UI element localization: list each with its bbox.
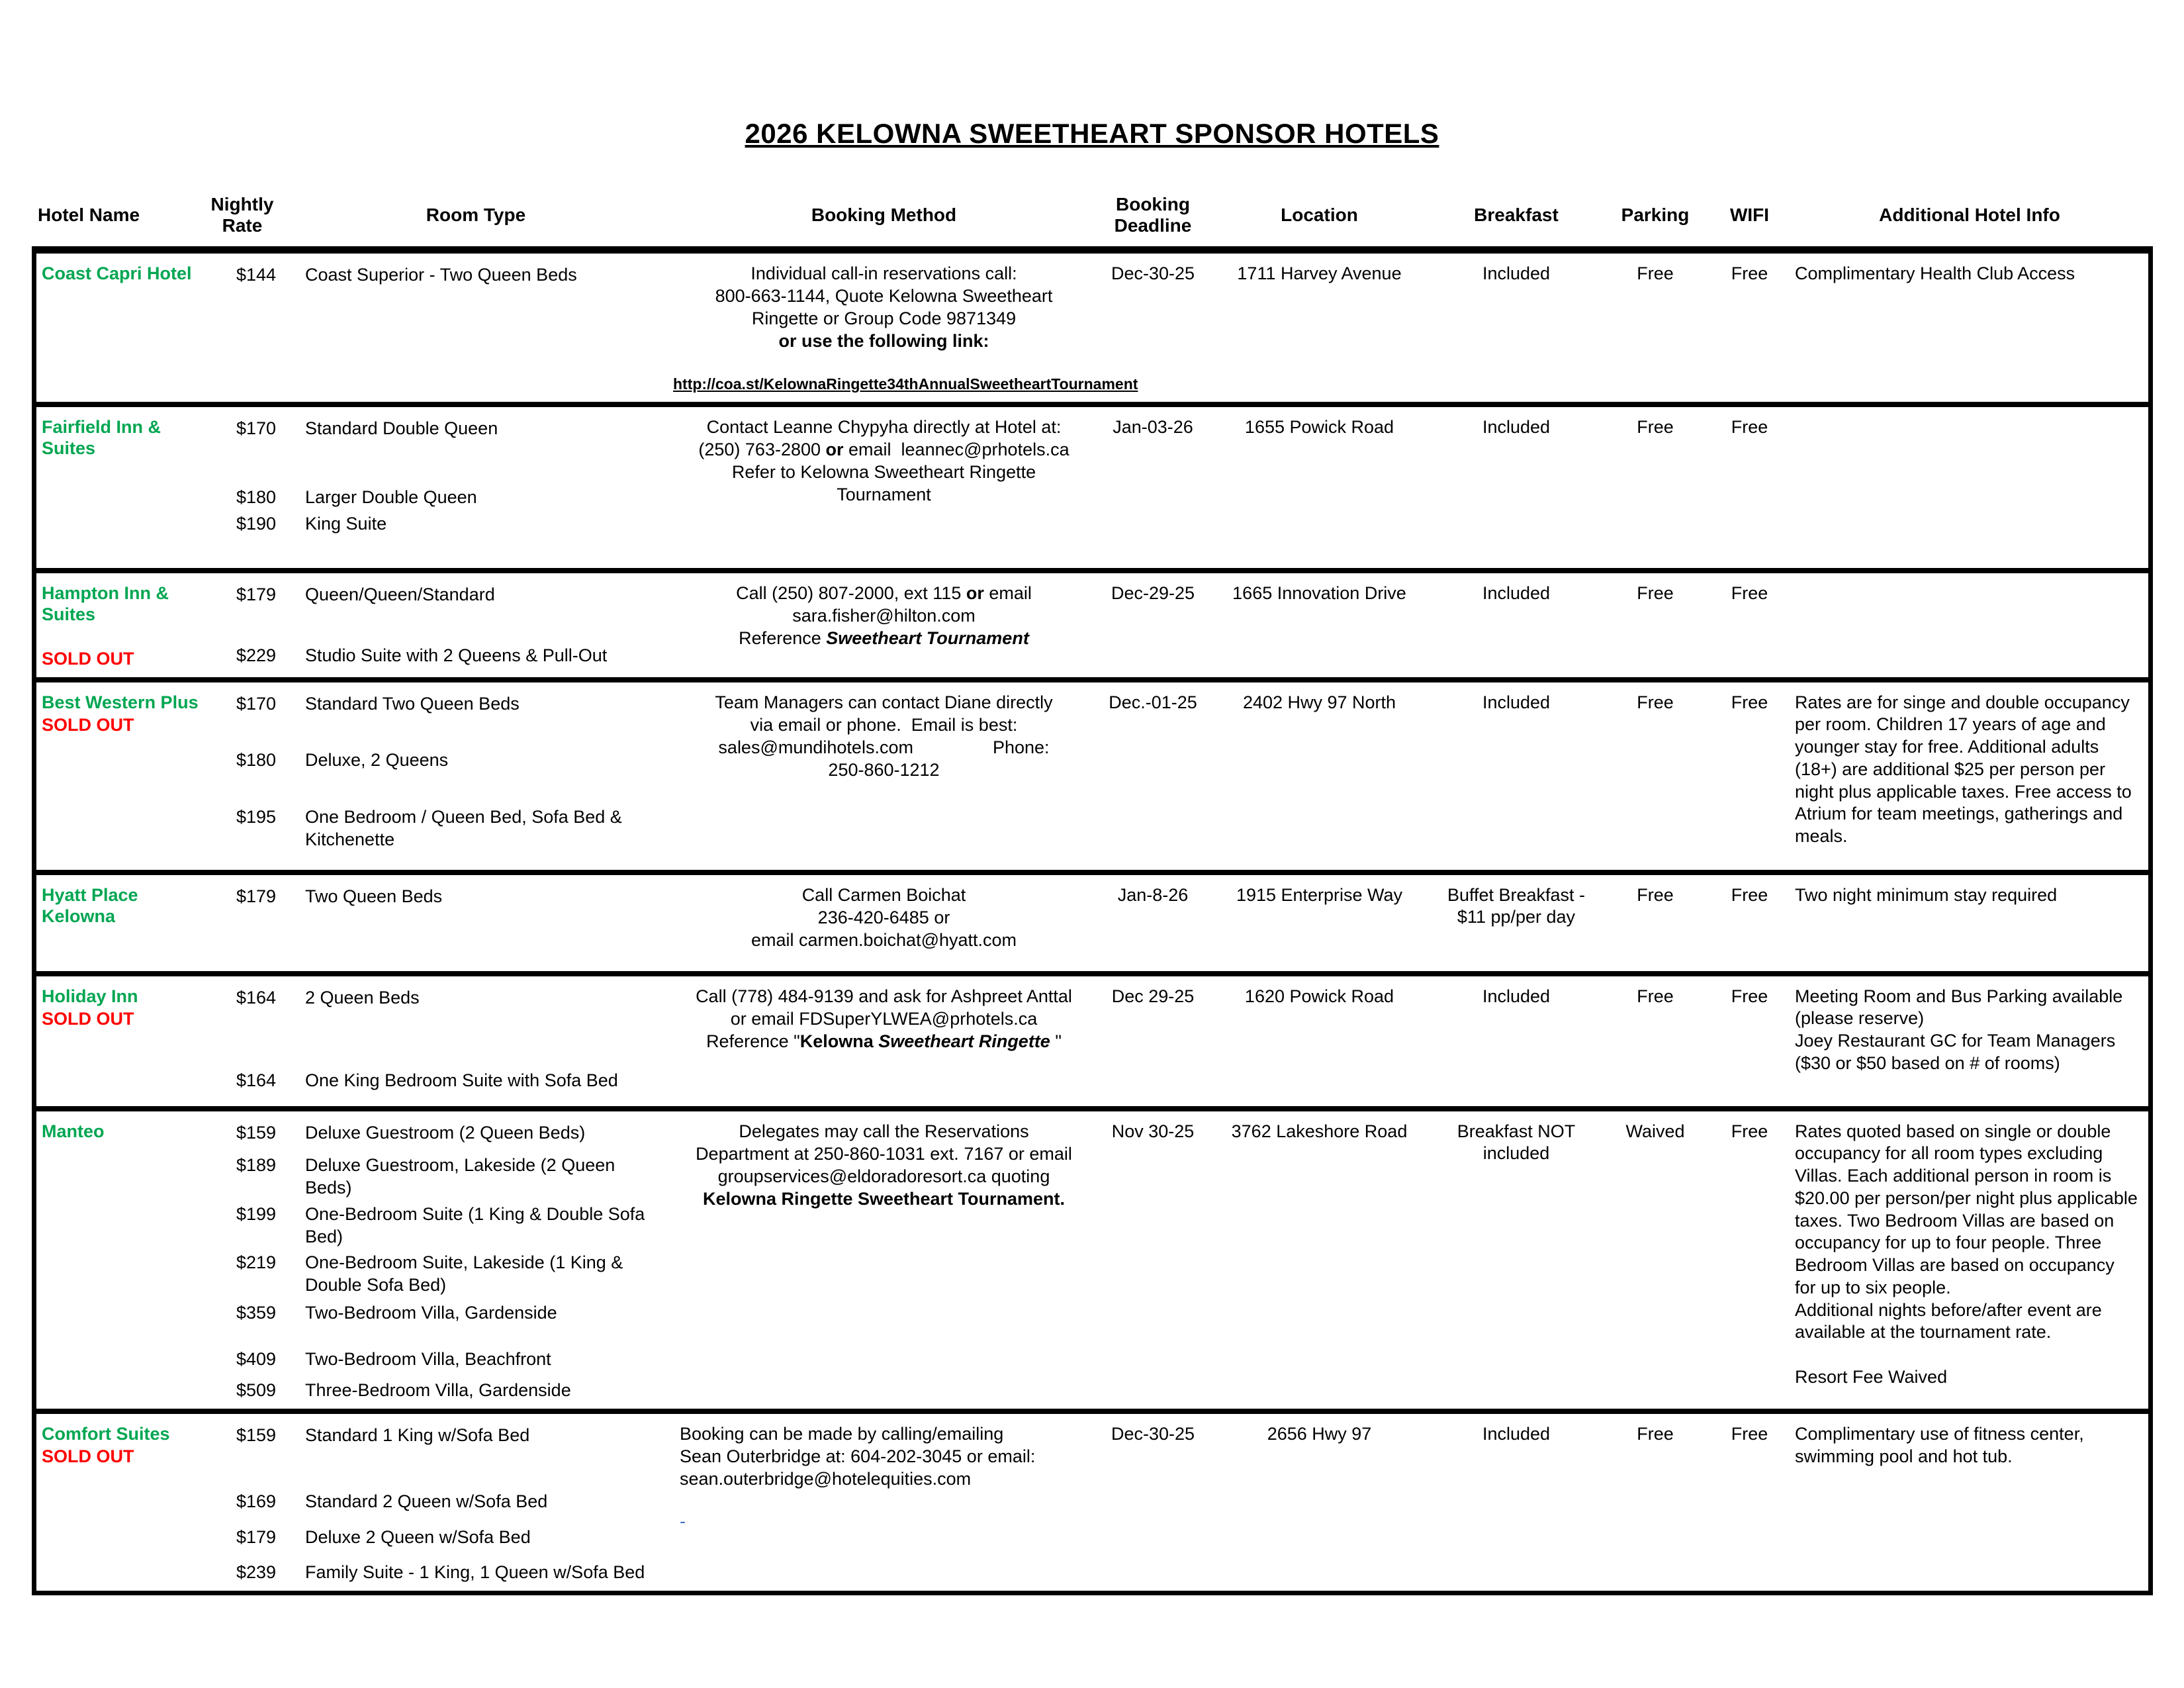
info-paragraph: Rates are for singe and double occupancy per room. Children 17 years of age and younger stay for free. Additional adults (18+) are additional $25 per person per night plus applicable taxes. Free access to Atrium for team meetings, gatherings and meals. — [1795, 692, 2132, 847]
hotel-name-cell — [36, 407, 203, 568]
parking-cell: Free — [1637, 986, 1674, 1006]
booking-line — [673, 1143, 1095, 1166]
booking-line — [673, 373, 1138, 395]
booking-text: Call Carmen Boichat — [801, 884, 966, 905]
hotel-name: Fairfield Inn & Suites — [42, 417, 161, 459]
hotel-row — [36, 1414, 2148, 1591]
booking-line — [673, 484, 1095, 506]
booking-text: Kelowna Ringette Sweetheart Tournament. — [702, 1188, 1066, 1209]
room-type: One Bedroom / Queen Bed, Sofa Bed & Kitchenette — [305, 807, 622, 849]
rooms-cell — [203, 254, 670, 402]
booking-cell — [670, 875, 1097, 971]
room-rate: $179 — [236, 1526, 277, 1547]
info-paragraph: Rates quoted based on single or double occupancy for all room types excluding Villas. Each additional person in room is $20.00 per person/per night plus applicable taxes. Two Bedroom Villas are based on occupancy for up to four people. Three Bedroom Villas are based on occupancy for up to six people. — [1795, 1121, 2138, 1297]
booking-cell — [670, 1111, 1097, 1409]
booking-line — [673, 330, 1095, 353]
booking-text: or use the following link: — [778, 331, 989, 351]
room-rate: $229 — [236, 645, 277, 665]
room-line — [207, 987, 666, 1009]
location-cell: 1665 Innovation Drive — [1232, 583, 1406, 603]
room-rate: $509 — [236, 1380, 277, 1401]
room-type: King Suite — [305, 513, 387, 534]
hotel-row — [36, 573, 2148, 682]
room-line — [207, 1154, 666, 1199]
hotel-row — [36, 976, 2148, 1111]
room-type: Standard 2 Queen w/Sofa Bed — [305, 1491, 548, 1511]
booking-line — [673, 583, 1095, 605]
room-type: Studio Suite with 2 Queens & Pull-Out — [305, 645, 608, 665]
booking-line — [673, 884, 1095, 907]
wifi-cell: Free — [1731, 692, 1768, 712]
room-line — [207, 693, 666, 716]
breakfast-cell: Included — [1482, 583, 1551, 603]
booking-line — [673, 353, 1095, 373]
booking-line — [673, 439, 1095, 461]
room-type: Deluxe, 2 Queens — [305, 750, 449, 771]
info-cell — [1791, 1111, 2148, 1409]
booking-line — [673, 1031, 1095, 1053]
booking-text: Team Managers can contact Diane directly — [715, 692, 1053, 712]
room-line — [207, 1252, 666, 1297]
booking-line — [680, 1446, 1095, 1468]
breakfast-cell: Breakfast NOT included — [1457, 1121, 1576, 1164]
room-rate: $179 — [236, 886, 277, 906]
location-cell: 1711 Harvey Avenue — [1237, 263, 1402, 283]
room-line — [207, 749, 666, 772]
sold-out-badge: SOLD OUT — [42, 648, 134, 669]
wifi-cell: Free — [1731, 1424, 1768, 1444]
hotel-name: Manteo — [42, 1121, 105, 1141]
booking-text: sales@mundihotels.com Phone: — [718, 737, 1050, 757]
booking-text: sara.fisher@hilton.com — [792, 606, 976, 626]
info-paragraph: Complimentary use of fitness center, swimming pool and hot tub. — [1795, 1424, 2084, 1466]
booking-text: Kelowna — [799, 1031, 879, 1051]
hotel-name-cell — [36, 1414, 203, 1591]
parking-cell: Free — [1637, 884, 1674, 905]
wifi-cell: Free — [1731, 1121, 1768, 1141]
hotel-name-cell — [36, 976, 203, 1106]
booking-text: Ringette or Group Code 9871349 — [751, 308, 1017, 328]
page-title: 2026 KELOWNA SWEETHEART SPONSOR HOTELS — [745, 118, 1439, 149]
breakfast-cell: Included — [1482, 986, 1551, 1006]
room-line — [207, 264, 666, 287]
booking-line — [673, 737, 1095, 759]
room-line — [207, 418, 666, 440]
booking-line — [680, 1468, 1095, 1491]
info-paragraph: Complimentary Health Club Access — [1795, 263, 2075, 283]
room-type: Deluxe 2 Queen w/Sofa Bed — [305, 1526, 531, 1547]
room-rate: $164 — [236, 1070, 277, 1091]
room-line — [207, 1302, 666, 1325]
room-rate: $195 — [236, 807, 277, 827]
booking-line — [673, 714, 1095, 737]
room-line — [207, 1425, 666, 1447]
parking-cell: Free — [1637, 583, 1674, 603]
sold-out-badge: SOLD OUT — [42, 714, 134, 735]
parking-cell: Free — [1637, 263, 1674, 283]
hotel-row — [36, 254, 2148, 407]
rooms-cell — [203, 875, 670, 971]
room-rate: $190 — [236, 513, 277, 534]
room-rate: $189 — [236, 1155, 277, 1176]
booking-cell — [670, 682, 1097, 870]
room-rate: $170 — [236, 418, 277, 438]
parking-cell: Free — [1637, 692, 1674, 712]
room-line — [207, 513, 666, 536]
booking-text: Department at 250-860-1031 ext. 7167 or email — [696, 1143, 1072, 1164]
booking-text: Individual call-in reservations call: — [751, 263, 1017, 283]
booking-text: Delegates may call the Reservations — [739, 1121, 1029, 1141]
booking-line — [673, 1121, 1095, 1143]
booking-text: or — [825, 440, 844, 459]
column-header-hotel-name: Hotel Name — [38, 204, 140, 225]
location-cell: 2402 Hwy 97 North — [1242, 692, 1396, 712]
booking-line — [673, 285, 1095, 308]
info-cell — [1791, 1414, 2148, 1591]
hotel-row — [36, 875, 2148, 976]
room-type: 2 Queen Beds — [305, 987, 420, 1008]
room-line — [207, 1562, 666, 1584]
booking-text: Refer to Kelowna Sweetheart Ringette — [731, 462, 1036, 482]
room-line — [207, 1348, 666, 1371]
table-header-row — [36, 185, 2148, 245]
booking-text: Sean Outerbridge at: 604-202-3045 or email: — [680, 1446, 1036, 1467]
info-cell — [1791, 682, 2148, 870]
deadline-cell: Dec-29-25 — [1111, 583, 1195, 603]
info-cell — [1791, 407, 2148, 568]
parking-cell: Free — [1637, 1424, 1674, 1444]
room-rate: $169 — [236, 1491, 277, 1511]
booking-line — [673, 416, 1095, 439]
room-type: Standard Double Queen — [305, 418, 498, 438]
booking-text: " — [1050, 1031, 1062, 1051]
booking-line — [673, 1008, 1095, 1031]
column-header-booking-method: Booking Method — [811, 204, 957, 225]
room-rate: $359 — [236, 1302, 277, 1323]
room-type: Family Suite - 1 King, 1 Queen w/Sofa Bed — [305, 1562, 645, 1583]
rooms-cell — [203, 682, 670, 870]
breakfast-cell: Included — [1482, 263, 1551, 283]
room-type: Larger Double Queen — [305, 487, 477, 507]
room-line — [207, 487, 666, 509]
room-type: Standard Two Queen Beds — [305, 693, 520, 714]
info-paragraph: Resort Fee Waived — [1795, 1367, 1948, 1387]
booking-text: email — [983, 583, 1032, 603]
booking-text: 250-860-1212 — [828, 759, 940, 780]
booking-text: Call (778) 484-9139 and ask for Ashpreet Anttal — [696, 986, 1072, 1006]
info-cell — [1791, 976, 2148, 1106]
column-header-booking-deadline: Booking Deadline — [1114, 193, 1192, 236]
hotel-name-cell — [36, 875, 203, 971]
booking-text: or email FDSuperYLWEA@prhotels.ca — [730, 1008, 1038, 1029]
booking-text: Sweetheart Tournament — [826, 628, 1029, 648]
room-type: Standard 1 King w/Sofa Bed — [305, 1425, 530, 1446]
booking-cell — [670, 407, 1097, 568]
room-type: Coast Superior - Two Queen Beds — [305, 265, 577, 285]
booking-line — [673, 929, 1095, 952]
info-paragraph: Two night minimum stay required — [1795, 884, 2058, 905]
room-rate: $199 — [236, 1203, 277, 1224]
room-type: One-Bedroom Suite (1 King & Double Sofa Bed) — [305, 1203, 645, 1246]
booking-text: Contact Leanne Chypyha directly at Hotel at: — [706, 417, 1062, 437]
booking-text: (250) 763-2800 — [698, 440, 826, 459]
room-rate: $219 — [236, 1252, 277, 1273]
wifi-cell: Free — [1731, 583, 1768, 603]
room-line — [207, 1122, 666, 1145]
breakfast-cell: Included — [1482, 692, 1551, 712]
booking-text: groupservices@eldoradoresort.ca quoting — [717, 1166, 1050, 1186]
column-header-wifi: WIFI — [1729, 204, 1770, 225]
booking-text: - — [680, 1511, 686, 1532]
booking-line — [673, 605, 1095, 628]
info-cell — [1791, 875, 2148, 971]
hotel-row — [36, 682, 2148, 875]
room-rate: $409 — [236, 1348, 277, 1369]
booking-cell — [670, 1414, 1097, 1591]
hotel-name: Hyatt Place Kelowna — [42, 884, 138, 926]
booking-text: Tournament — [837, 485, 931, 504]
booking-text: Reference " — [706, 1031, 800, 1051]
room-line — [207, 886, 666, 908]
info-paragraph: Additional nights before/after event are available at the tournament rate. — [1795, 1299, 2102, 1342]
sold-out-badge: SOLD OUT — [42, 1008, 134, 1029]
hotel-row — [36, 1111, 2148, 1415]
booking-text: 236-420-6485 or — [817, 907, 950, 927]
booking-text: Sweetheart Ringette — [878, 1031, 1050, 1051]
room-line — [207, 1070, 666, 1092]
breakfast-cell: Included — [1482, 417, 1551, 437]
room-type: Two-Bedroom Villa, Beachfront — [305, 1348, 551, 1369]
room-rate: $159 — [236, 1122, 277, 1143]
hotel-name-cell — [36, 682, 203, 870]
location-cell: 1620 Powick Road — [1244, 986, 1394, 1006]
rooms-cell — [203, 1111, 670, 1409]
booking-text: email leannec@prhotels.ca — [843, 440, 1069, 459]
booking-link[interactable]: http://coa.st/KelownaRingette34thAnnualSweetheartTournament — [673, 375, 1138, 393]
room-rate: $179 — [236, 585, 277, 604]
room-rate: $164 — [236, 987, 277, 1008]
hotel-row — [36, 407, 2148, 573]
room-line — [207, 1380, 666, 1402]
room-line — [207, 1203, 666, 1248]
hotels-table — [32, 246, 2153, 1595]
booking-line — [673, 907, 1095, 929]
room-rate: $159 — [236, 1425, 277, 1446]
booking-text: Reference — [739, 628, 827, 648]
booking-text: email carmen.boichat@hyatt.com — [751, 929, 1017, 950]
location-cell: 1655 Powick Road — [1244, 417, 1394, 437]
hotel-name-cell — [36, 254, 203, 402]
room-rate: $170 — [236, 693, 277, 714]
breakfast-cell: Included — [1482, 1424, 1551, 1444]
rooms-cell — [203, 1414, 670, 1591]
booking-line — [673, 1188, 1095, 1211]
booking-line — [673, 308, 1095, 330]
booking-cell — [670, 573, 1097, 677]
booking-line — [680, 1423, 1095, 1446]
booking-cell — [670, 254, 1138, 402]
deadline-cell: Dec.-01-25 — [1109, 692, 1197, 712]
deadline-cell: Jan-03-26 — [1113, 417, 1193, 437]
sold-out-badge: SOLD OUT — [42, 1446, 134, 1467]
deadline-cell: Nov 30-25 — [1111, 1121, 1195, 1141]
room-rate: $180 — [236, 750, 277, 771]
room-type: One King Bedroom Suite with Sofa Bed — [305, 1070, 618, 1091]
room-type: Three-Bedroom Villa, Gardenside — [305, 1380, 571, 1401]
booking-text: or — [966, 583, 984, 603]
column-header-breakfast: Breakfast — [1474, 204, 1559, 225]
wifi-cell: Free — [1731, 417, 1768, 437]
info-cell — [1791, 573, 2148, 677]
rooms-cell — [203, 976, 670, 1106]
booking-text: 800-663-1144, Quote Kelowna Sweetheart — [715, 286, 1053, 306]
room-line — [207, 1491, 666, 1513]
booking-line — [673, 263, 1095, 285]
room-line — [207, 806, 666, 851]
wifi-cell: Free — [1731, 884, 1768, 905]
deadline-cell: Dec-30-25 — [1111, 1424, 1195, 1444]
column-header-room-type: Room Type — [426, 204, 526, 225]
deadline-cell: Dec 29-25 — [1111, 986, 1195, 1006]
booking-line — [680, 1511, 1095, 1533]
room-rate: $180 — [236, 487, 277, 507]
deadline-cell: Jan-8-26 — [1117, 884, 1189, 905]
room-line — [207, 584, 666, 606]
booking-text: via email or phone. Email is best: — [750, 714, 1018, 735]
info-cell — [1791, 254, 2148, 402]
booking-text: Call (250) 807-2000, ext 115 — [736, 583, 966, 603]
booking-line — [673, 986, 1095, 1008]
booking-cell — [670, 976, 1097, 1106]
room-type: Two-Bedroom Villa, Gardenside — [305, 1302, 557, 1323]
hotel-name: Best Western Plus — [42, 692, 199, 712]
hotel-name: Comfort Suites — [42, 1424, 170, 1444]
booking-line — [673, 461, 1095, 484]
room-type: Deluxe Guestroom, Lakeside (2 Queen Beds) — [305, 1155, 615, 1198]
booking-line — [673, 692, 1095, 714]
hotel-name-cell — [36, 1111, 203, 1409]
location-cell: 2656 Hwy 97 — [1267, 1424, 1372, 1444]
wifi-cell: Free — [1731, 986, 1768, 1006]
room-line — [207, 1526, 666, 1549]
info-paragraph: Meeting Room and Bus Parking available (please reserve) — [1795, 986, 2123, 1029]
hotel-name: Holiday Inn — [42, 986, 138, 1006]
deadline-cell: Dec-30-25 — [1111, 263, 1195, 283]
info-paragraph — [1795, 1344, 2139, 1366]
location-cell: 1915 Enterprise Way — [1236, 884, 1403, 905]
rooms-cell — [203, 407, 670, 568]
room-type: One-Bedroom Suite, Lakeside (1 King & Double Sofa Bed) — [305, 1252, 623, 1295]
breakfast-cell: Buffet Breakfast - $11 pp/per day — [1447, 884, 1586, 927]
column-header-location: Location — [1281, 204, 1358, 225]
room-line — [207, 645, 666, 667]
parking-cell: Waived — [1625, 1121, 1685, 1141]
hotel-name-cell — [36, 573, 203, 677]
hotel-name: Coast Capri Hotel — [42, 263, 192, 283]
location-cell: 3762 Lakeshore Road — [1231, 1121, 1408, 1141]
room-type: Deluxe Guestroom (2 Queen Beds) — [305, 1122, 586, 1143]
column-header-additional-info: Additional Hotel Info — [1879, 204, 2060, 225]
info-paragraph: Joey Restaurant GC for Team Managers ($30 or $50 based on # of rooms) — [1795, 1031, 2116, 1073]
column-header-nightly-rate: Nightly Rate — [210, 193, 274, 236]
parking-cell: Free — [1637, 417, 1674, 437]
room-rate: $144 — [236, 265, 277, 285]
booking-text: Booking can be made by calling/emailing — [680, 1424, 1004, 1444]
booking-line — [673, 1166, 1095, 1188]
wifi-cell: Free — [1731, 263, 1768, 283]
rooms-cell — [203, 573, 670, 677]
booking-text: sean.outerbridge@hotelequities.com — [680, 1469, 972, 1489]
booking-line — [673, 759, 1095, 782]
room-type: Queen/Queen/Standard — [305, 585, 495, 604]
booking-line — [673, 628, 1095, 650]
room-rate: $239 — [236, 1562, 277, 1583]
booking-line — [680, 1491, 1095, 1511]
hotel-name: Hampton Inn & Suites — [42, 583, 169, 625]
column-header-parking: Parking — [1621, 204, 1690, 225]
room-type: Two Queen Beds — [305, 886, 443, 906]
